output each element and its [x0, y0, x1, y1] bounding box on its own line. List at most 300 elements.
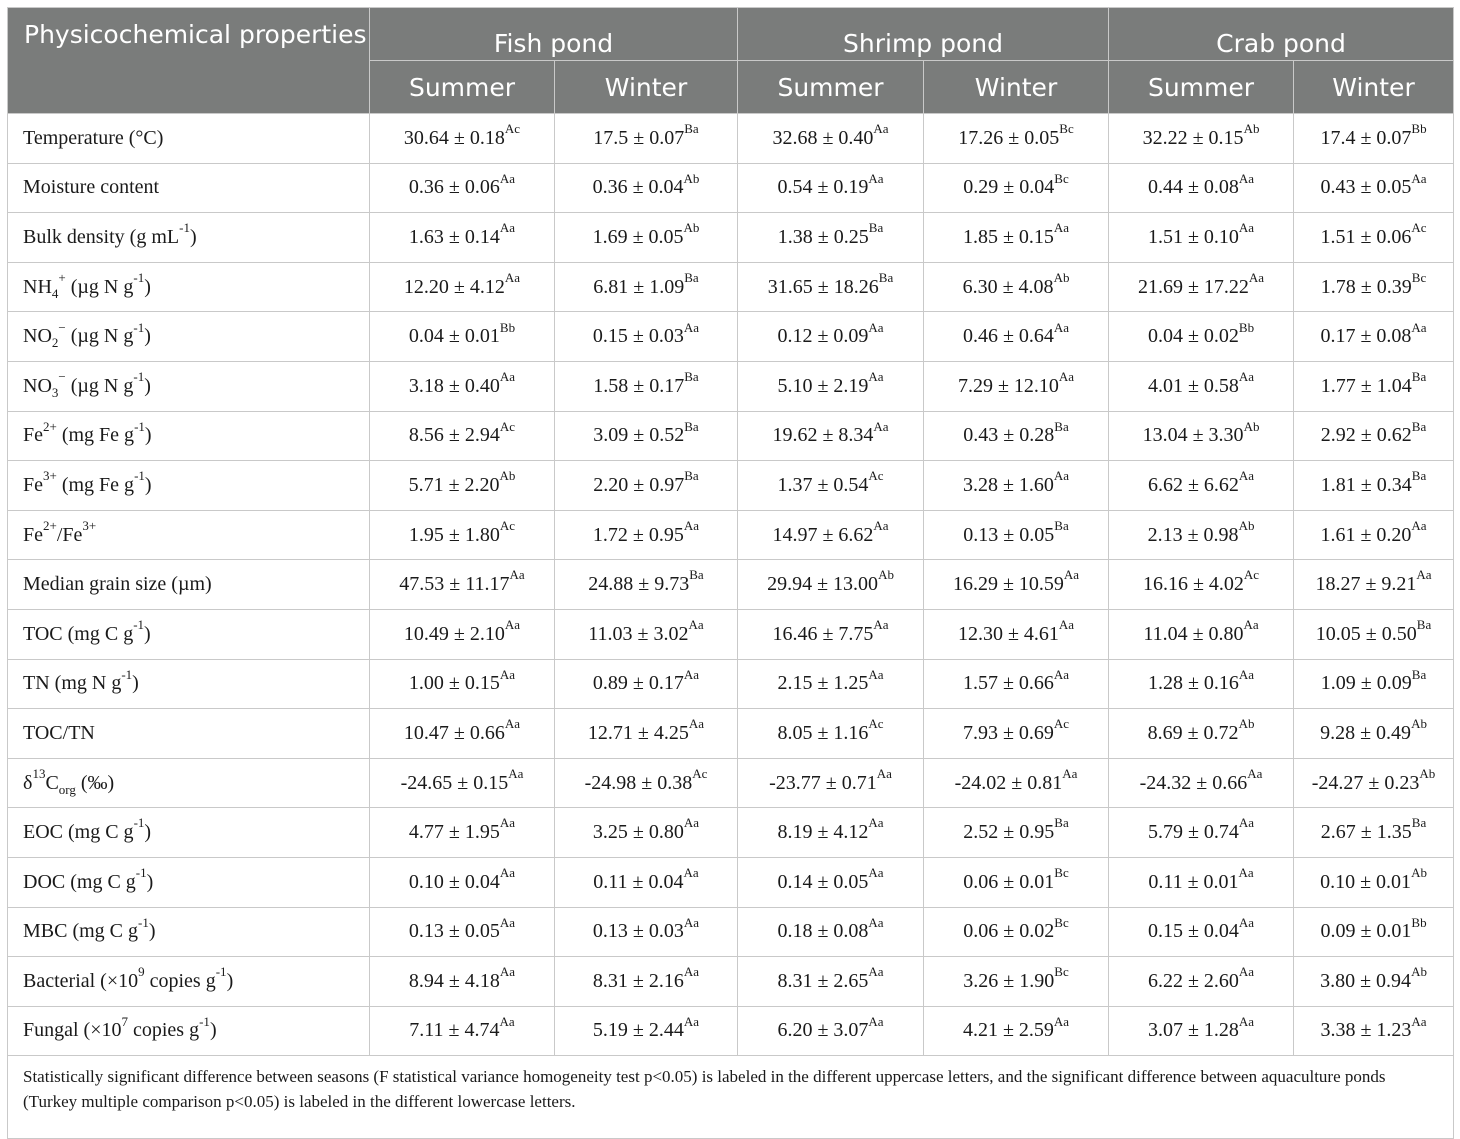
- mean-sd-value: 0.13 ± 0.05: [408, 920, 500, 943]
- property-name-cell: [8, 312, 370, 362]
- property-text: Bacterial (×10: [23, 969, 139, 992]
- value-cell: [924, 213, 1109, 263]
- significance-letters: Bb: [1411, 121, 1427, 137]
- season-header: Summer: [738, 61, 924, 114]
- property-text: EOC (mg C g: [23, 821, 134, 844]
- mean-sd-value: 0.18 ± 0.08: [777, 920, 869, 943]
- value-cell: [1109, 510, 1294, 560]
- value-cell: [370, 361, 555, 411]
- property-name-cell: [8, 361, 370, 411]
- table-row: [8, 411, 1454, 461]
- table-row: [8, 808, 1454, 858]
- property-text: TOC/TN: [23, 721, 95, 744]
- significance-letters: Aa: [499, 865, 516, 881]
- property-name-cell: [8, 411, 370, 461]
- significance-letters: Ba: [1411, 369, 1427, 385]
- mean-sd-value: 8.19 ± 4.12: [777, 821, 869, 844]
- property-text: (‰): [75, 771, 115, 794]
- mean-sd-value: 10.49 ± 2.10: [403, 622, 505, 645]
- value-cell: [924, 361, 1109, 411]
- mean-sd-value: 17.5 ± 0.07: [593, 126, 685, 149]
- table-footnote: Statistically significant difference between seasons (F statistical variance homogeneity test p<0.05) is labeled in the different uppercase letters, and the significant difference between aquaculture ponds (Turkey multiple comparison p<0.05) is labeled in the different lowercase letters.: [8, 1056, 1454, 1139]
- mean-sd-value: 0.10 ± 0.04: [408, 870, 500, 893]
- mean-sd-value: 1.00 ± 0.15: [408, 672, 500, 695]
- table-body: [8, 114, 1454, 1056]
- mean-sd-value: 1.09 ± 0.09: [1320, 672, 1412, 695]
- mean-sd-value: 1.77 ± 1.04: [1320, 374, 1412, 397]
- significance-letters: Aa: [873, 121, 889, 137]
- value-cell: [370, 114, 555, 164]
- mean-sd-value: 3.09 ± 0.52: [593, 424, 685, 447]
- property-text: ): [144, 473, 152, 496]
- mean-sd-value: 2.67 ± 1.35: [1320, 821, 1412, 844]
- mean-sd-value: 4.01 ± 0.58: [1147, 374, 1239, 397]
- property-text: DOC (mg C g: [23, 870, 136, 893]
- significance-letters: Aa: [1416, 567, 1432, 583]
- significance-letters: Bb: [499, 319, 516, 335]
- group-header-crab-pond: Crab pond: [1109, 8, 1454, 61]
- significance-letters: Ac: [1411, 220, 1427, 236]
- property-text: (mg Fe g: [56, 473, 135, 496]
- value-cell: [555, 609, 738, 659]
- value-cell: [1109, 361, 1294, 411]
- significance-letters: Ab: [1238, 716, 1255, 732]
- significance-letters: Bc: [1411, 269, 1427, 285]
- mean-sd-value: 8.31 ± 2.65: [777, 969, 869, 992]
- value-cell: [555, 213, 738, 263]
- value-cell: [555, 957, 738, 1007]
- value-cell: [1294, 1006, 1454, 1056]
- value-cell: [555, 560, 738, 610]
- value-cell: [738, 262, 924, 312]
- significance-letters: Aa: [683, 964, 700, 980]
- value-cell: [1294, 907, 1454, 957]
- mean-sd-value: 1.72 ± 0.95: [592, 523, 684, 546]
- significance-letters: Aa: [1053, 319, 1070, 335]
- value-cell: [555, 709, 738, 759]
- value-cell: [370, 957, 555, 1007]
- significance-letters: Aa: [873, 418, 889, 434]
- property-superscript: -1: [215, 964, 227, 980]
- significance-letters: Aa: [499, 1013, 515, 1029]
- property-superscript: 3+: [43, 468, 57, 484]
- mean-sd-value: 3.18 ± 0.40: [408, 374, 500, 397]
- significance-letters: Aa: [688, 716, 705, 732]
- value-cell: [738, 213, 924, 263]
- mean-sd-value: 1.81 ± 0.34: [1320, 473, 1412, 496]
- mean-sd-value: 0.43 ± 0.28: [963, 424, 1055, 447]
- mean-sd-value: 5.79 ± 0.74: [1147, 821, 1239, 844]
- property-superscript: 7: [121, 1013, 128, 1029]
- value-cell: [370, 1006, 555, 1056]
- property-name-cell: [8, 510, 370, 560]
- mean-sd-value: 1.61 ± 0.20: [1320, 523, 1412, 546]
- significance-letters: Aa: [499, 170, 516, 186]
- significance-letters: Ab: [1053, 269, 1070, 285]
- value-cell: [1109, 262, 1294, 312]
- mean-sd-value: 1.38 ± 0.25: [777, 225, 869, 248]
- value-cell: [1294, 758, 1454, 808]
- mean-sd-value: 0.54 ± 0.19: [777, 176, 869, 199]
- significance-letters: Aa: [688, 617, 704, 633]
- mean-sd-value: 16.46 ± 7.75: [772, 622, 874, 645]
- property-text: copies g: [144, 969, 216, 992]
- significance-letters: Ab: [1238, 517, 1255, 533]
- table-row: [8, 907, 1454, 957]
- significance-letters: Bc: [1054, 914, 1069, 930]
- value-cell: [924, 957, 1109, 1007]
- value-cell: [1109, 1006, 1294, 1056]
- value-cell: [370, 907, 555, 957]
- value-cell: [1294, 361, 1454, 411]
- physicochemical-properties-table: [7, 7, 1454, 1139]
- significance-letters: Aa: [868, 369, 884, 385]
- value-cell: [924, 510, 1109, 560]
- property-text: δ: [23, 771, 33, 794]
- value-cell: [370, 758, 555, 808]
- significance-letters: Aa: [1053, 1013, 1070, 1029]
- property-superscript: -1: [199, 1013, 210, 1029]
- property-superscript: -1: [179, 220, 190, 236]
- significance-letters: Ab: [499, 468, 516, 484]
- mean-sd-value: 10.05 ± 0.50: [1315, 622, 1417, 645]
- mean-sd-value: 0.11 ± 0.04: [593, 870, 684, 893]
- mean-sd-value: 13.04 ± 3.30: [1142, 424, 1244, 447]
- mean-sd-value: -24.32 ± 0.66: [1139, 771, 1248, 794]
- significance-letters: Aa: [499, 369, 516, 385]
- property-text: ): [144, 821, 152, 844]
- table-header: [8, 8, 1454, 114]
- significance-letters: Ac: [868, 716, 884, 732]
- mean-sd-value: 0.36 ± 0.06: [408, 176, 500, 199]
- property-text: ): [144, 424, 152, 447]
- property-superscript: -1: [134, 418, 145, 434]
- value-cell: [555, 461, 738, 511]
- mean-sd-value: 6.81 ± 1.09: [593, 275, 685, 298]
- mean-sd-value: -23.77 ± 0.71: [769, 771, 877, 794]
- significance-letters: Aa: [683, 865, 699, 881]
- significance-letters: Aa: [1238, 1013, 1255, 1029]
- property-text: NH: [23, 275, 52, 298]
- value-cell: [1109, 609, 1294, 659]
- significance-letters: Ac: [499, 418, 516, 434]
- value-cell: [924, 709, 1109, 759]
- mean-sd-value: 0.10 ± 0.01: [1320, 870, 1412, 893]
- value-cell: [1109, 411, 1294, 461]
- table-row: [8, 510, 1454, 560]
- value-cell: [555, 907, 738, 957]
- mean-sd-value: 24.88 ± 9.73: [588, 573, 690, 596]
- property-text: MBC (mg C g: [23, 920, 139, 943]
- property-text: Fe: [23, 424, 43, 447]
- season-header: Summer: [1109, 61, 1294, 114]
- significance-letters: Aa: [683, 666, 700, 682]
- property-name-cell: [8, 163, 370, 213]
- significance-letters: Ba: [1416, 617, 1432, 633]
- mean-sd-value: 0.06 ± 0.01: [963, 870, 1055, 893]
- significance-letters: Ba: [878, 269, 894, 285]
- mean-sd-value: 0.15 ± 0.04: [1147, 920, 1239, 943]
- mean-sd-value: 5.10 ± 2.19: [777, 374, 869, 397]
- mean-sd-value: 6.62 ± 6.62: [1147, 473, 1239, 496]
- value-cell: [738, 114, 924, 164]
- significance-letters: Ac: [868, 468, 884, 484]
- mean-sd-value: 1.58 ± 0.17: [593, 374, 685, 397]
- significance-letters: Ba: [868, 220, 884, 236]
- mean-sd-value: -24.65 ± 0.15: [400, 771, 509, 794]
- significance-letters: Aa: [683, 319, 700, 335]
- value-cell: [738, 411, 924, 461]
- mean-sd-value: 0.89 ± 0.17: [592, 672, 684, 695]
- property-superscript: -1: [135, 865, 147, 881]
- season-header: Winter: [555, 61, 738, 114]
- significance-letters: Aa: [1243, 617, 1259, 633]
- value-cell: [555, 361, 738, 411]
- significance-letters: Ba: [1054, 517, 1069, 533]
- mean-sd-value: 0.09 ± 0.01: [1320, 920, 1412, 943]
- property-text: /Fe: [56, 523, 83, 546]
- value-cell: [738, 163, 924, 213]
- mean-sd-value: 47.53 ± 11.17: [399, 573, 510, 596]
- table-row: [8, 361, 1454, 411]
- mean-sd-value: 1.28 ± 0.16: [1147, 672, 1239, 695]
- value-cell: [1294, 510, 1454, 560]
- property-text: (µg N g: [65, 374, 134, 397]
- table-row: [8, 957, 1454, 1007]
- significance-letters: Aa: [1058, 617, 1075, 633]
- significance-letters: Ba: [684, 418, 699, 434]
- significance-letters: Ab: [1411, 716, 1427, 732]
- property-text: TN (mg N g: [23, 672, 122, 695]
- significance-letters: Aa: [499, 964, 516, 980]
- mean-sd-value: 7.93 ± 0.69: [962, 721, 1054, 744]
- significance-letters: Aa: [1411, 319, 1427, 335]
- value-cell: [1109, 907, 1294, 957]
- significance-letters: Bb: [1238, 319, 1255, 335]
- value-cell: [370, 312, 555, 362]
- mean-sd-value: 21.69 ± 17.22: [1137, 275, 1249, 298]
- property-superscript: 2+: [43, 418, 57, 434]
- table-row: [8, 262, 1454, 312]
- mean-sd-value: 4.77 ± 1.95: [408, 821, 500, 844]
- property-superscript: −: [58, 319, 66, 335]
- value-cell: [1109, 957, 1294, 1007]
- mean-sd-value: 0.04 ± 0.01: [408, 325, 500, 348]
- property-superscript: 3+: [82, 517, 97, 533]
- mean-sd-value: 0.36 ± 0.04: [592, 176, 684, 199]
- mean-sd-value: 1.51 ± 0.06: [1320, 225, 1412, 248]
- mean-sd-value: 3.07 ± 1.28: [1147, 1019, 1239, 1042]
- significance-letters: Aa: [504, 716, 521, 732]
- value-cell: [738, 361, 924, 411]
- value-cell: [370, 163, 555, 213]
- significance-letters: Aa: [1062, 765, 1078, 781]
- significance-letters: Ba: [1054, 418, 1069, 434]
- mean-sd-value: 6.22 ± 2.60: [1147, 969, 1239, 992]
- mean-sd-value: 3.25 ± 0.80: [592, 821, 684, 844]
- significance-letters: Aa: [868, 914, 884, 930]
- significance-letters: Ab: [1419, 765, 1436, 781]
- mean-sd-value: 2.20 ± 0.97: [593, 473, 685, 496]
- property-text: Moisture content: [23, 176, 160, 199]
- mean-sd-value: 30.64 ± 0.18: [403, 126, 505, 149]
- significance-letters: Ab: [1243, 121, 1260, 137]
- mean-sd-value: 0.13 ± 0.05: [963, 523, 1055, 546]
- significance-letters: Ba: [684, 121, 699, 137]
- significance-letters: Aa: [1238, 865, 1254, 881]
- mean-sd-value: 0.11 ± 0.01: [1148, 870, 1239, 893]
- value-cell: [1294, 262, 1454, 312]
- value-cell: [370, 213, 555, 263]
- significance-letters: Aa: [868, 170, 884, 186]
- property-superscript: -1: [133, 269, 145, 285]
- property-text: Fungal (×10: [23, 1019, 122, 1042]
- property-text: Temperature (°C): [23, 126, 164, 149]
- table-row: [8, 163, 1454, 213]
- mean-sd-value: 0.44 ± 0.08: [1147, 176, 1239, 199]
- property-name-cell: [8, 262, 370, 312]
- property-text: ): [144, 325, 151, 348]
- property-name-cell: [8, 808, 370, 858]
- table-container: [7, 7, 1453, 1139]
- property-name-cell: [8, 857, 370, 907]
- mean-sd-value: 6.30 ± 4.08: [962, 275, 1054, 298]
- value-cell: [1294, 560, 1454, 610]
- value-cell: [370, 808, 555, 858]
- season-header: Summer: [370, 61, 555, 114]
- value-cell: [1109, 560, 1294, 610]
- significance-letters: Aa: [1247, 765, 1263, 781]
- mean-sd-value: 32.68 ± 0.40: [772, 126, 874, 149]
- significance-letters: Ba: [1411, 815, 1427, 831]
- significance-letters: Aa: [868, 319, 884, 335]
- value-cell: [1294, 213, 1454, 263]
- mean-sd-value: 0.29 ± 0.04: [963, 176, 1055, 199]
- value-cell: [738, 609, 924, 659]
- value-cell: [738, 510, 924, 560]
- significance-letters: Ab: [1411, 964, 1427, 980]
- significance-letters: Aa: [868, 1013, 884, 1029]
- value-cell: [555, 857, 738, 907]
- significance-letters: Aa: [1058, 369, 1075, 385]
- mean-sd-value: 3.28 ± 1.60: [962, 473, 1054, 496]
- value-cell: [924, 758, 1109, 808]
- value-cell: [1109, 163, 1294, 213]
- mean-sd-value: 16.16 ± 4.02: [1142, 573, 1244, 596]
- value-cell: [738, 857, 924, 907]
- mean-sd-value: 2.13 ± 0.98: [1147, 523, 1239, 546]
- mean-sd-value: 31.65 ± 18.26: [767, 275, 879, 298]
- significance-letters: Aa: [504, 269, 521, 285]
- mean-sd-value: 1.37 ± 0.54: [777, 473, 869, 496]
- significance-letters: Aa: [683, 1013, 700, 1029]
- mean-sd-value: 8.56 ± 2.94: [408, 424, 500, 447]
- mean-sd-value: 3.80 ± 0.94: [1320, 969, 1412, 992]
- value-cell: [555, 163, 738, 213]
- mean-sd-value: 9.28 ± 0.49: [1320, 721, 1412, 744]
- property-name-cell: [8, 758, 370, 808]
- value-cell: [924, 461, 1109, 511]
- table-row: [8, 758, 1454, 808]
- mean-sd-value: 1.69 ± 0.05: [592, 225, 684, 248]
- mean-sd-value: 1.57 ± 0.66: [962, 672, 1054, 695]
- property-text: Fe: [23, 473, 43, 496]
- value-cell: [1109, 758, 1294, 808]
- value-cell: [1294, 659, 1454, 709]
- value-cell: [924, 609, 1109, 659]
- value-cell: [370, 609, 555, 659]
- significance-letters: Aa: [1053, 220, 1070, 236]
- property-text: NO: [23, 374, 52, 397]
- table-row: [8, 709, 1454, 759]
- value-cell: [555, 758, 738, 808]
- value-cell: [1294, 709, 1454, 759]
- mean-sd-value: 0.43 ± 0.05: [1320, 176, 1412, 199]
- significance-letters: Aa: [868, 865, 884, 881]
- property-name-cell: [8, 709, 370, 759]
- value-cell: [370, 709, 555, 759]
- significance-letters: Aa: [508, 765, 524, 781]
- mean-sd-value: 12.30 ± 4.61: [957, 622, 1059, 645]
- significance-letters: Ba: [1411, 468, 1427, 484]
- value-cell: [924, 262, 1109, 312]
- significance-letters: Ba: [1054, 815, 1069, 831]
- property-text: Median grain size (µm): [23, 573, 212, 596]
- value-cell: [555, 312, 738, 362]
- mean-sd-value: 0.15 ± 0.03: [592, 325, 684, 348]
- property-superscript: -1: [133, 319, 145, 335]
- significance-letters: Aa: [1238, 369, 1255, 385]
- property-text: NO: [23, 325, 52, 348]
- mean-sd-value: 11.03 ± 3.02: [588, 622, 689, 645]
- mean-sd-value: 1.78 ± 0.39: [1320, 275, 1412, 298]
- significance-letters: Aa: [1238, 170, 1255, 186]
- significance-letters: Aa: [683, 815, 700, 831]
- property-text: ): [144, 275, 151, 298]
- property-text: ): [146, 870, 154, 893]
- significance-letters: Aa: [876, 765, 892, 781]
- mean-sd-value: 12.20 ± 4.12: [403, 275, 505, 298]
- property-superscript: -1: [133, 815, 145, 831]
- significance-letters: Ab: [1243, 418, 1260, 434]
- table-row: [8, 461, 1454, 511]
- value-cell: [738, 312, 924, 362]
- property-text: ): [132, 672, 139, 695]
- significance-letters: Aa: [873, 517, 889, 533]
- property-name-cell: [8, 957, 370, 1007]
- significance-letters: Aa: [1248, 269, 1265, 285]
- table-row: [8, 114, 1454, 164]
- property-name-cell: [8, 609, 370, 659]
- property-superscript: 9: [138, 964, 145, 980]
- value-cell: [738, 709, 924, 759]
- significance-letters: Ab: [683, 220, 700, 236]
- mean-sd-value: 7.29 ± 12.10: [957, 374, 1059, 397]
- value-cell: [1109, 857, 1294, 907]
- season-header: Winter: [1294, 61, 1454, 114]
- significance-letters: Ba: [1411, 418, 1427, 434]
- property-text: Fe: [23, 523, 43, 546]
- group-header-shrimp-pond: Shrimp pond: [738, 8, 1109, 61]
- header-row-groups: [8, 8, 1454, 61]
- mean-sd-value: 1.51 ± 0.10: [1147, 225, 1239, 248]
- significance-letters: Aa: [509, 567, 525, 583]
- significance-letters: Aa: [683, 914, 700, 930]
- value-cell: [555, 262, 738, 312]
- table-row: [8, 560, 1454, 610]
- season-header: Winter: [924, 61, 1109, 114]
- mean-sd-value: 32.22 ± 0.15: [1142, 126, 1244, 149]
